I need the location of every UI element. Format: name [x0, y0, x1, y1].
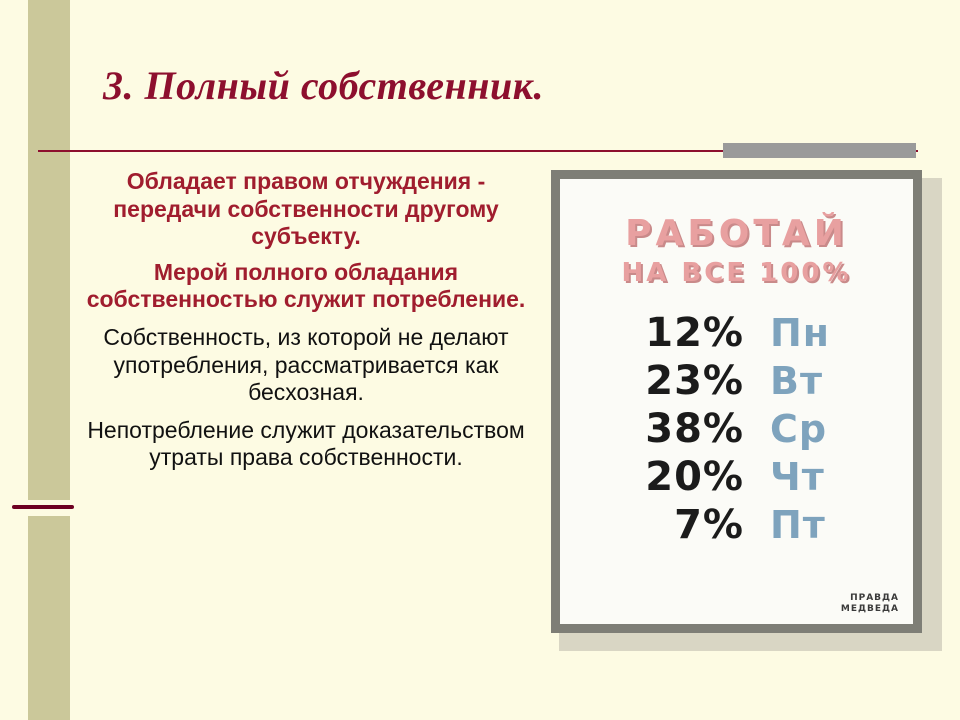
day-label: Чт	[770, 455, 825, 499]
percent-value: 20%	[645, 454, 744, 500]
paragraph-2: Мерой полного обладания собственностью служит потребление.	[86, 258, 526, 313]
day-label: Ср	[770, 407, 828, 451]
day-label: Пн	[770, 311, 831, 355]
left-olive-bar-lower	[28, 516, 70, 720]
poster-credit	[841, 593, 899, 614]
poster-content	[560, 179, 913, 624]
day-label: Вт	[770, 359, 823, 403]
list-item	[594, 454, 879, 500]
poster-credit-line2: МЕДВЕДА	[840, 603, 899, 614]
day-label: Пт	[770, 503, 826, 547]
paragraph-4: Непотребление служит доказательством утраты права собственности.	[87, 416, 525, 471]
percent-value: 23%	[645, 358, 744, 404]
right-margin-band	[944, 150, 960, 650]
list-item	[594, 310, 879, 356]
paragraph-3: Собственность, из которой не делают употребления, рассматривается как бесхозная.	[103, 323, 509, 406]
percent-value: 38%	[645, 406, 744, 452]
poster-headline-line2: НА ВСЕ 100%	[621, 258, 852, 288]
body-text-column	[86, 168, 526, 474]
poster-image	[551, 170, 934, 643]
title-divider-block	[723, 143, 916, 158]
poster-credit-line1: ПРАВДА	[850, 593, 899, 604]
left-margin-band	[0, 0, 28, 720]
poster-headline	[560, 213, 913, 288]
poster-frame	[551, 170, 922, 633]
list-item	[594, 406, 879, 452]
list-item	[594, 358, 879, 404]
percent-value: 12%	[645, 310, 744, 356]
left-olive-bar-upper	[28, 0, 70, 500]
left-accent-rule	[12, 505, 74, 509]
list-item	[594, 502, 879, 548]
paragraph-1: Обладает правом отчуждения - передачи собственности другому субъекту.	[113, 168, 499, 250]
percent-value: 7%	[674, 502, 744, 548]
poster-headline-line1: РАБОТАЙ	[625, 213, 848, 254]
poster-rows	[560, 310, 913, 548]
page-title: 3. Полный собственник.	[103, 63, 544, 108]
